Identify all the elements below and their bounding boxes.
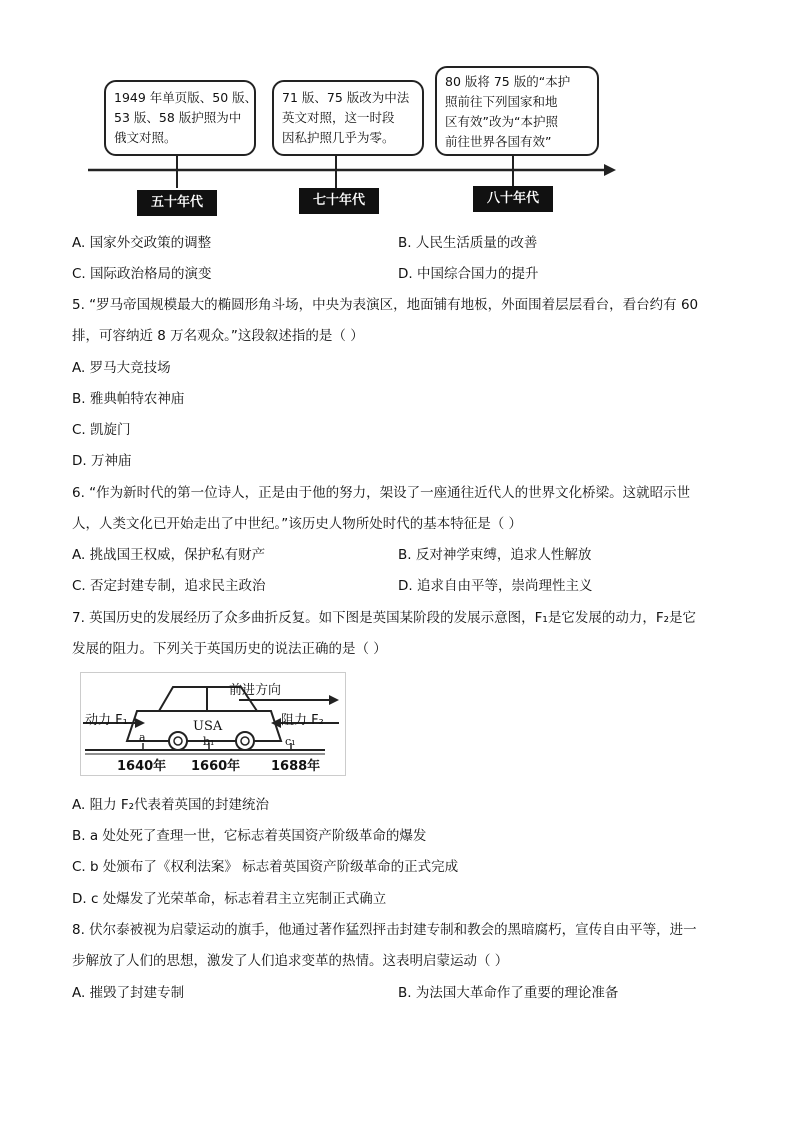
q7-option-a: A. 阻力 F₂代表着英国的封建统治 xyxy=(72,797,270,813)
direction-label: 前进方向 xyxy=(229,683,282,698)
note-line: 区有效”改为“本护照 xyxy=(445,114,558,129)
q5-stem-line1: 5. “罗马帝国规模最大的椭圆形角斗场，中央为表演区，地面铺有地板，外面围着层层看台，看台约有 60 xyxy=(72,297,699,313)
note-line: 前往世界各国有效” xyxy=(445,134,552,149)
era-label-80s: 八十年代 xyxy=(473,186,553,212)
point-b-label: b₁ xyxy=(203,735,215,748)
note-line: 80 版将 75 版的“本护 xyxy=(445,74,571,89)
q6-option-d: D. 追求自由平等，崇尚理性主义 xyxy=(398,578,593,594)
q8-option-a: A. 摧毁了封建专制 xyxy=(72,985,185,1001)
force-f2-label: 阻力 F₂ xyxy=(281,713,324,728)
q6-option-b: B. 反对神学束缚，追求人性解放 xyxy=(398,547,592,563)
year-1640-label: 1640年 xyxy=(117,759,167,774)
q6-stem-line2: 人，人类文化已开始走出了中世纪。”该历史人物所处时代的基本特征是（ ） xyxy=(72,516,523,532)
car-label: USA xyxy=(193,719,223,734)
year-1688-label: 1688年 xyxy=(271,759,321,774)
q5-option-d: D. 万神庙 xyxy=(72,453,132,469)
timeline-note-50s xyxy=(104,80,256,156)
note-line: 53 版、58 版护照为中 xyxy=(114,110,242,125)
note-line: 照前往下列国家和地 xyxy=(445,94,558,109)
q8-stem-line2: 步解放了人们的思想，激发了人们追求变革的热情。这表明启蒙运动（ ） xyxy=(72,953,509,969)
q6-stem-line1: 6. “作为新时代的第一位诗人，正是由于他的努力，架设了一座通往近代人的世界文化桥梁。这就昭示世 xyxy=(72,485,691,501)
q5-option-c: C. 凯旋门 xyxy=(72,422,131,438)
timeline-note-70s xyxy=(272,80,424,156)
point-c-label: c₁ xyxy=(285,735,296,748)
note-line: 71 版、75 版改为中法 xyxy=(282,90,410,105)
q4-option-b: B. 人民生活质量的改善 xyxy=(398,235,538,251)
note-line: 1949 年单页版、50 版、 xyxy=(114,90,258,105)
q7-option-d: D. c 处爆发了光荣革命，标志着君主立宪制正式确立 xyxy=(72,891,387,907)
q8-option-b: B. 为法国大革命作了重要的理论准备 xyxy=(398,985,619,1001)
q6-option-c: C. 否定封建专制，追求民主政治 xyxy=(72,578,266,594)
era-label-50s: 五十年代 xyxy=(137,190,217,216)
q4-option-a: A. 国家外交政策的调整 xyxy=(72,235,212,251)
q5-stem-line2: 排，可容纳近 8 万名观众。”这段叙述指的是（ ） xyxy=(72,328,364,344)
q7-stem-line1: 7. 英国历史的发展经历了众多曲折反复。如下图是英国某阶段的发展示意图，F₁是它发展的动力，F₂是它 xyxy=(72,610,697,626)
q7-option-c: C. b 处颁布了《权利法案》 标志着英国资产阶级革命的正式完成 xyxy=(72,859,459,875)
note-line: 英文对照，这一时段 xyxy=(282,110,395,125)
q8-stem-line1: 8. 伏尔泰被视为启蒙运动的旗手，他通过著作猛烈抨击封建专制和教会的黑暗腐朽，宣传自由平等，进一 xyxy=(72,922,697,938)
q6-option-a: A. 挑战国王权威，保护私有财产 xyxy=(72,547,266,563)
point-a-label: a xyxy=(139,731,146,744)
year-1660-label: 1660年 xyxy=(191,759,241,774)
q4-option-c: C. 国际政治格局的演变 xyxy=(72,266,212,282)
era-label-70s: 七十年代 xyxy=(299,188,379,214)
force-f1-label: 动力 F₁ xyxy=(85,713,128,728)
england-development-diagram xyxy=(80,672,346,776)
note-line: 因私护照几乎为零。 xyxy=(282,130,395,145)
q5-option-a: A. 罗马大竞技场 xyxy=(72,360,171,376)
q7-stem-line2: 发展的阻力。下列关于英国历史的说法正确的是（ ） xyxy=(72,641,387,657)
timeline-note-80s xyxy=(435,66,599,156)
q5-option-b: B. 雅典帕特农神庙 xyxy=(72,391,185,407)
q4-option-d: D. 中国综合国力的提升 xyxy=(398,266,539,282)
q7-option-b: B. a 处处死了查理一世，它标志着英国资产阶级革命的爆发 xyxy=(72,828,427,844)
note-line: 俄文对照。 xyxy=(114,130,177,145)
timeline-figure xyxy=(0,0,794,225)
